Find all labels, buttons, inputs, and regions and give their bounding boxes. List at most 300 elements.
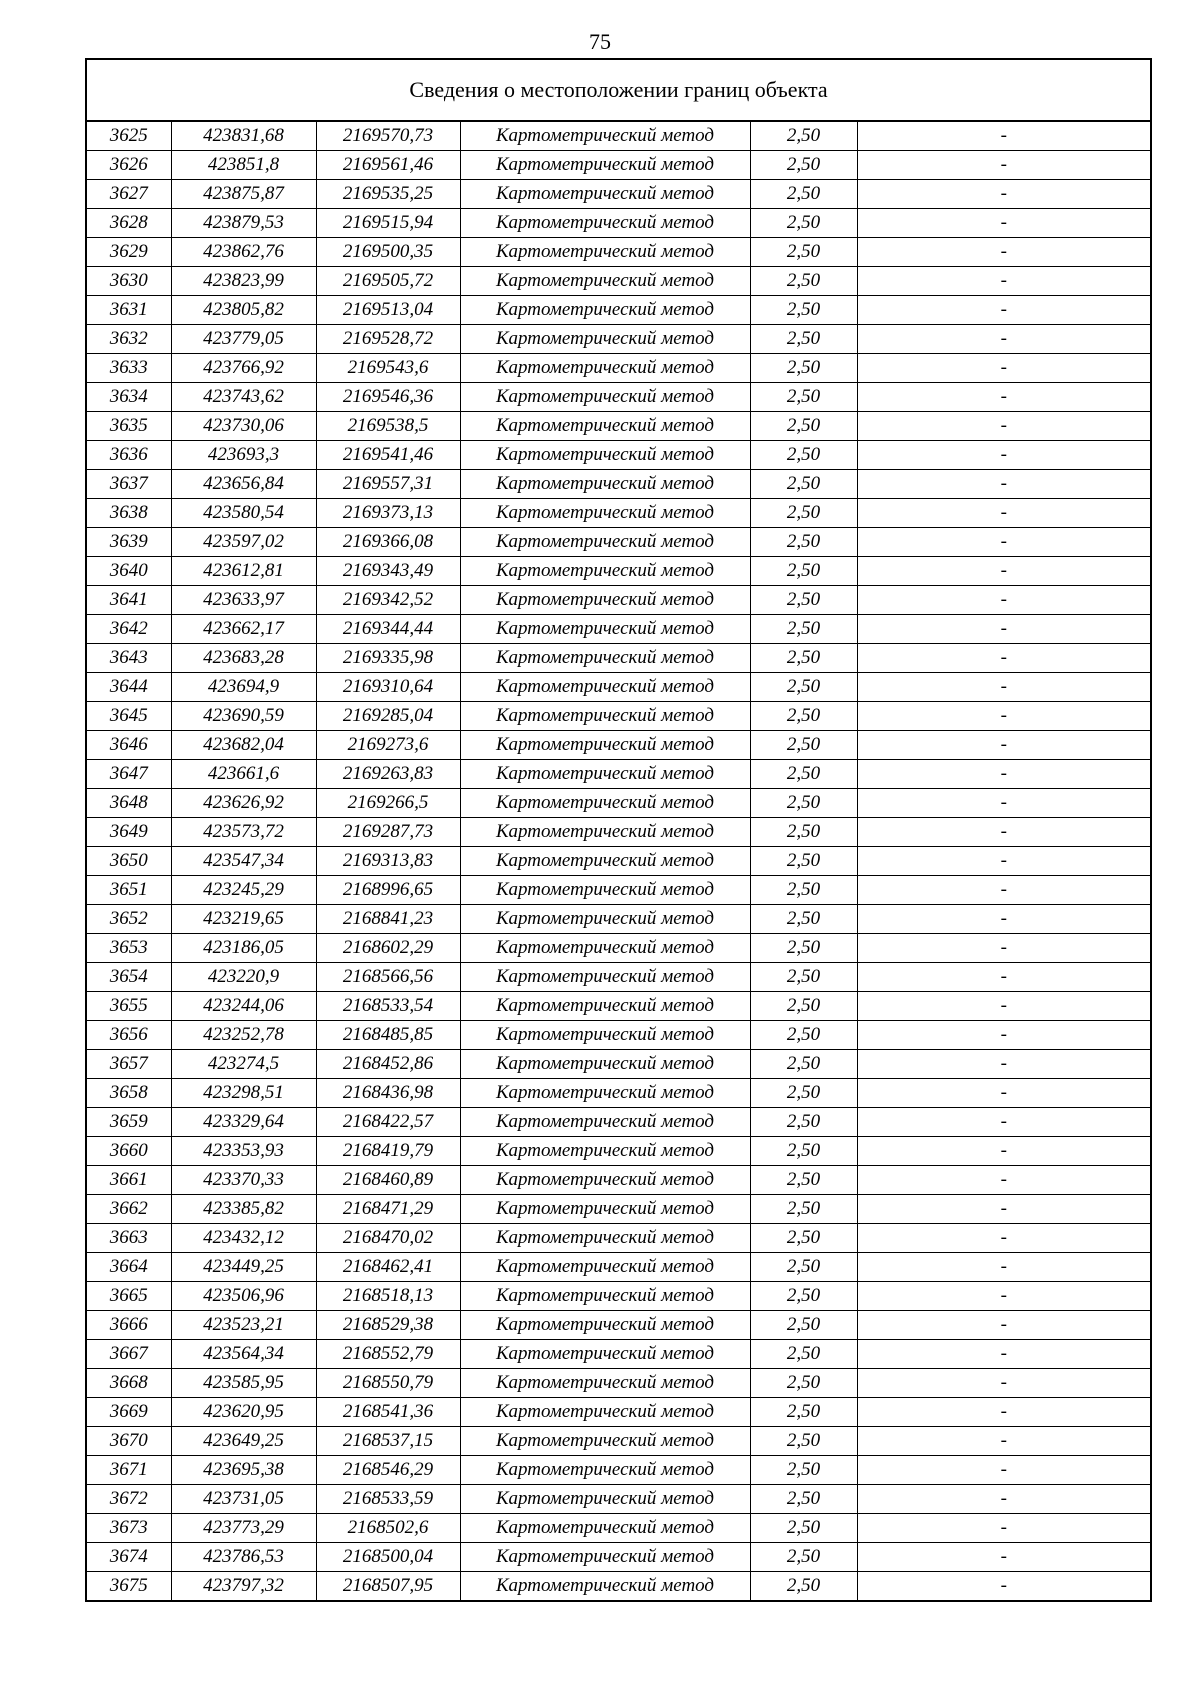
x-coordinate-cell: 423245,29 bbox=[171, 876, 316, 905]
precision-cell: 2,50 bbox=[750, 1021, 857, 1050]
point-number-cell: 3673 bbox=[86, 1514, 171, 1543]
x-coordinate-cell: 423730,06 bbox=[171, 412, 316, 441]
y-coordinate-cell: 2168552,79 bbox=[316, 1340, 460, 1369]
point-number-cell: 3665 bbox=[86, 1282, 171, 1311]
point-number-cell: 3659 bbox=[86, 1108, 171, 1137]
precision-cell: 2,50 bbox=[750, 1572, 857, 1602]
y-coordinate-cell: 2168996,65 bbox=[316, 876, 460, 905]
note-cell: - bbox=[857, 1195, 1151, 1224]
x-coordinate-cell: 423580,54 bbox=[171, 499, 316, 528]
method-cell: Картометрический метод bbox=[460, 1021, 750, 1050]
method-cell: Картометрический метод bbox=[460, 586, 750, 615]
method-cell: Картометрический метод bbox=[460, 1137, 750, 1166]
table-row bbox=[86, 354, 1151, 383]
table-row bbox=[86, 1166, 1151, 1195]
method-cell: Картометрический метод bbox=[460, 673, 750, 702]
x-coordinate-cell: 423370,33 bbox=[171, 1166, 316, 1195]
x-coordinate-cell: 423786,53 bbox=[171, 1543, 316, 1572]
point-number-cell: 3631 bbox=[86, 296, 171, 325]
precision-cell: 2,50 bbox=[750, 644, 857, 673]
method-cell: Картометрический метод bbox=[460, 412, 750, 441]
x-coordinate-cell: 423797,32 bbox=[171, 1572, 316, 1602]
point-number-cell: 3658 bbox=[86, 1079, 171, 1108]
point-number-cell: 3674 bbox=[86, 1543, 171, 1572]
y-coordinate-cell: 2168452,86 bbox=[316, 1050, 460, 1079]
point-number-cell: 3642 bbox=[86, 615, 171, 644]
method-cell: Картометрический метод bbox=[460, 731, 750, 760]
note-cell: - bbox=[857, 441, 1151, 470]
note-cell: - bbox=[857, 1427, 1151, 1456]
boundary-coordinates-table bbox=[85, 58, 1152, 1602]
method-cell: Картометрический метод bbox=[460, 383, 750, 412]
x-coordinate-cell: 423649,25 bbox=[171, 1427, 316, 1456]
method-cell: Картометрический метод bbox=[460, 818, 750, 847]
point-number-cell: 3653 bbox=[86, 934, 171, 963]
method-cell: Картометрический метод bbox=[460, 934, 750, 963]
table-row bbox=[86, 644, 1151, 673]
y-coordinate-cell: 2169561,46 bbox=[316, 151, 460, 180]
note-cell: - bbox=[857, 760, 1151, 789]
precision-cell: 2,50 bbox=[750, 209, 857, 238]
x-coordinate-cell: 423626,92 bbox=[171, 789, 316, 818]
method-cell: Картометрический метод bbox=[460, 354, 750, 383]
table-row bbox=[86, 151, 1151, 180]
note-cell: - bbox=[857, 1340, 1151, 1369]
precision-cell: 2,50 bbox=[750, 470, 857, 499]
point-number-cell: 3672 bbox=[86, 1485, 171, 1514]
method-cell: Картометрический метод bbox=[460, 296, 750, 325]
note-cell: - bbox=[857, 470, 1151, 499]
precision-cell: 2,50 bbox=[750, 121, 857, 151]
precision-cell: 2,50 bbox=[750, 1514, 857, 1543]
y-coordinate-cell: 2169285,04 bbox=[316, 702, 460, 731]
point-number-cell: 3651 bbox=[86, 876, 171, 905]
note-cell: - bbox=[857, 1398, 1151, 1427]
note-cell: - bbox=[857, 151, 1151, 180]
precision-cell: 2,50 bbox=[750, 847, 857, 876]
note-cell: - bbox=[857, 1224, 1151, 1253]
table-caption: Сведения о местоположении границ объекта bbox=[86, 59, 1151, 121]
point-number-cell: 3655 bbox=[86, 992, 171, 1021]
x-coordinate-cell: 423585,95 bbox=[171, 1369, 316, 1398]
table-row bbox=[86, 412, 1151, 441]
method-cell: Картометрический метод bbox=[460, 1282, 750, 1311]
point-number-cell: 3643 bbox=[86, 644, 171, 673]
y-coordinate-cell: 2168502,6 bbox=[316, 1514, 460, 1543]
point-number-cell: 3644 bbox=[86, 673, 171, 702]
point-number-cell: 3652 bbox=[86, 905, 171, 934]
note-cell: - bbox=[857, 557, 1151, 586]
x-coordinate-cell: 423662,17 bbox=[171, 615, 316, 644]
x-coordinate-cell: 423564,34 bbox=[171, 1340, 316, 1369]
precision-cell: 2,50 bbox=[750, 383, 857, 412]
y-coordinate-cell: 2168460,89 bbox=[316, 1166, 460, 1195]
precision-cell: 2,50 bbox=[750, 325, 857, 354]
note-cell: - bbox=[857, 1485, 1151, 1514]
point-number-cell: 3647 bbox=[86, 760, 171, 789]
table-row bbox=[86, 1137, 1151, 1166]
method-cell: Картометрический метод bbox=[460, 1311, 750, 1340]
point-number-cell: 3666 bbox=[86, 1311, 171, 1340]
method-cell: Картометрический метод bbox=[460, 557, 750, 586]
page-number: 75 bbox=[589, 29, 611, 54]
x-coordinate-cell: 423682,04 bbox=[171, 731, 316, 760]
x-coordinate-cell: 423274,5 bbox=[171, 1050, 316, 1079]
y-coordinate-cell: 2168470,02 bbox=[316, 1224, 460, 1253]
note-cell: - bbox=[857, 586, 1151, 615]
method-cell: Картометрический метод bbox=[460, 992, 750, 1021]
precision-cell: 2,50 bbox=[750, 731, 857, 760]
y-coordinate-cell: 2168533,54 bbox=[316, 992, 460, 1021]
point-number-cell: 3636 bbox=[86, 441, 171, 470]
method-cell: Картометрический метод bbox=[460, 1224, 750, 1253]
y-coordinate-cell: 2169310,64 bbox=[316, 673, 460, 702]
precision-cell: 2,50 bbox=[750, 296, 857, 325]
x-coordinate-cell: 423523,21 bbox=[171, 1311, 316, 1340]
note-cell: - bbox=[857, 847, 1151, 876]
note-cell: - bbox=[857, 1108, 1151, 1137]
x-coordinate-cell: 423851,8 bbox=[171, 151, 316, 180]
note-cell: - bbox=[857, 1572, 1151, 1602]
point-number-cell: 3670 bbox=[86, 1427, 171, 1456]
table-row bbox=[86, 992, 1151, 1021]
x-coordinate-cell: 423385,82 bbox=[171, 1195, 316, 1224]
method-cell: Картометрический метод bbox=[460, 1340, 750, 1369]
precision-cell: 2,50 bbox=[750, 412, 857, 441]
point-number-cell: 3628 bbox=[86, 209, 171, 238]
y-coordinate-cell: 2168566,56 bbox=[316, 963, 460, 992]
note-cell: - bbox=[857, 1050, 1151, 1079]
y-coordinate-cell: 2169505,72 bbox=[316, 267, 460, 296]
method-cell: Картометрический метод bbox=[460, 1514, 750, 1543]
method-cell: Картометрический метод bbox=[460, 499, 750, 528]
point-number-cell: 3669 bbox=[86, 1398, 171, 1427]
table-row bbox=[86, 1485, 1151, 1514]
x-coordinate-cell: 423432,12 bbox=[171, 1224, 316, 1253]
note-cell: - bbox=[857, 209, 1151, 238]
x-coordinate-cell: 423823,99 bbox=[171, 267, 316, 296]
y-coordinate-cell: 2168419,79 bbox=[316, 1137, 460, 1166]
method-cell: Картометрический метод bbox=[460, 1253, 750, 1282]
table-row bbox=[86, 1050, 1151, 1079]
point-number-cell: 3629 bbox=[86, 238, 171, 267]
point-number-cell: 3646 bbox=[86, 731, 171, 760]
x-coordinate-cell: 423875,87 bbox=[171, 180, 316, 209]
table-row bbox=[86, 499, 1151, 528]
table-row bbox=[86, 1282, 1151, 1311]
precision-cell: 2,50 bbox=[750, 673, 857, 702]
y-coordinate-cell: 2169515,94 bbox=[316, 209, 460, 238]
point-number-cell: 3645 bbox=[86, 702, 171, 731]
method-cell: Картометрический метод bbox=[460, 760, 750, 789]
note-cell: - bbox=[857, 354, 1151, 383]
y-coordinate-cell: 2168841,23 bbox=[316, 905, 460, 934]
y-coordinate-cell: 2168550,79 bbox=[316, 1369, 460, 1398]
precision-cell: 2,50 bbox=[750, 1108, 857, 1137]
point-number-cell: 3627 bbox=[86, 180, 171, 209]
note-cell: - bbox=[857, 934, 1151, 963]
precision-cell: 2,50 bbox=[750, 151, 857, 180]
method-cell: Картометрический метод bbox=[460, 789, 750, 818]
table-row bbox=[86, 1572, 1151, 1602]
note-cell: - bbox=[857, 731, 1151, 760]
y-coordinate-cell: 2168546,29 bbox=[316, 1456, 460, 1485]
x-coordinate-cell: 423506,96 bbox=[171, 1282, 316, 1311]
point-number-cell: 3630 bbox=[86, 267, 171, 296]
table-row bbox=[86, 963, 1151, 992]
method-cell: Картометрический метод bbox=[460, 847, 750, 876]
method-cell: Картометрический метод bbox=[460, 1108, 750, 1137]
point-number-cell: 3632 bbox=[86, 325, 171, 354]
method-cell: Картометрический метод bbox=[460, 267, 750, 296]
note-cell: - bbox=[857, 296, 1151, 325]
y-coordinate-cell: 2169500,35 bbox=[316, 238, 460, 267]
x-coordinate-cell: 423766,92 bbox=[171, 354, 316, 383]
method-cell: Картометрический метод bbox=[460, 1572, 750, 1602]
table-row bbox=[86, 1079, 1151, 1108]
precision-cell: 2,50 bbox=[750, 1456, 857, 1485]
x-coordinate-cell: 423620,95 bbox=[171, 1398, 316, 1427]
method-cell: Картометрический метод bbox=[460, 644, 750, 673]
precision-cell: 2,50 bbox=[750, 1427, 857, 1456]
x-coordinate-cell: 423186,05 bbox=[171, 934, 316, 963]
table-row bbox=[86, 1021, 1151, 1050]
table-row bbox=[86, 1340, 1151, 1369]
y-coordinate-cell: 2169263,83 bbox=[316, 760, 460, 789]
note-cell: - bbox=[857, 702, 1151, 731]
method-cell: Картометрический метод bbox=[460, 1166, 750, 1195]
y-coordinate-cell: 2168537,15 bbox=[316, 1427, 460, 1456]
table-row bbox=[86, 731, 1151, 760]
y-coordinate-cell: 2169513,04 bbox=[316, 296, 460, 325]
table-row bbox=[86, 528, 1151, 557]
x-coordinate-cell: 423298,51 bbox=[171, 1079, 316, 1108]
point-number-cell: 3649 bbox=[86, 818, 171, 847]
method-cell: Картометрический метод bbox=[460, 180, 750, 209]
precision-cell: 2,50 bbox=[750, 1311, 857, 1340]
y-coordinate-cell: 2168436,98 bbox=[316, 1079, 460, 1108]
x-coordinate-cell: 423219,65 bbox=[171, 905, 316, 934]
point-number-cell: 3641 bbox=[86, 586, 171, 615]
precision-cell: 2,50 bbox=[750, 528, 857, 557]
table-row bbox=[86, 1543, 1151, 1572]
x-coordinate-cell: 423656,84 bbox=[171, 470, 316, 499]
table-row bbox=[86, 818, 1151, 847]
precision-cell: 2,50 bbox=[750, 1485, 857, 1514]
precision-cell: 2,50 bbox=[750, 934, 857, 963]
x-coordinate-cell: 423831,68 bbox=[171, 121, 316, 151]
point-number-cell: 3639 bbox=[86, 528, 171, 557]
x-coordinate-cell: 423244,06 bbox=[171, 992, 316, 1021]
method-cell: Картометрический метод bbox=[460, 470, 750, 499]
point-number-cell: 3660 bbox=[86, 1137, 171, 1166]
method-cell: Картометрический метод bbox=[460, 1456, 750, 1485]
table-row bbox=[86, 876, 1151, 905]
y-coordinate-cell: 2169343,49 bbox=[316, 557, 460, 586]
point-number-cell: 3671 bbox=[86, 1456, 171, 1485]
precision-cell: 2,50 bbox=[750, 1166, 857, 1195]
y-coordinate-cell: 2169287,73 bbox=[316, 818, 460, 847]
table-row bbox=[86, 325, 1151, 354]
method-cell: Картометрический метод bbox=[460, 1543, 750, 1572]
table-row bbox=[86, 1398, 1151, 1427]
note-cell: - bbox=[857, 238, 1151, 267]
point-number-cell: 3648 bbox=[86, 789, 171, 818]
note-cell: - bbox=[857, 673, 1151, 702]
precision-cell: 2,50 bbox=[750, 818, 857, 847]
note-cell: - bbox=[857, 325, 1151, 354]
table-row bbox=[86, 847, 1151, 876]
x-coordinate-cell: 423773,29 bbox=[171, 1514, 316, 1543]
precision-cell: 2,50 bbox=[750, 760, 857, 789]
x-coordinate-cell: 423329,64 bbox=[171, 1108, 316, 1137]
table-row bbox=[86, 121, 1151, 151]
point-number-cell: 3638 bbox=[86, 499, 171, 528]
table-row bbox=[86, 267, 1151, 296]
precision-cell: 2,50 bbox=[750, 1253, 857, 1282]
precision-cell: 2,50 bbox=[750, 1543, 857, 1572]
table-row bbox=[86, 934, 1151, 963]
precision-cell: 2,50 bbox=[750, 1195, 857, 1224]
table-row bbox=[86, 383, 1151, 412]
method-cell: Картометрический метод bbox=[460, 1427, 750, 1456]
table-row bbox=[86, 615, 1151, 644]
note-cell: - bbox=[857, 1166, 1151, 1195]
x-coordinate-cell: 423220,9 bbox=[171, 963, 316, 992]
note-cell: - bbox=[857, 1369, 1151, 1398]
y-coordinate-cell: 2168529,38 bbox=[316, 1311, 460, 1340]
point-number-cell: 3662 bbox=[86, 1195, 171, 1224]
point-number-cell: 3661 bbox=[86, 1166, 171, 1195]
x-coordinate-cell: 423612,81 bbox=[171, 557, 316, 586]
precision-cell: 2,50 bbox=[750, 1137, 857, 1166]
precision-cell: 2,50 bbox=[750, 267, 857, 296]
y-coordinate-cell: 2169366,08 bbox=[316, 528, 460, 557]
note-cell: - bbox=[857, 1282, 1151, 1311]
method-cell: Картометрический метод bbox=[460, 876, 750, 905]
table-row bbox=[86, 1195, 1151, 1224]
note-cell: - bbox=[857, 992, 1151, 1021]
point-number-cell: 3625 bbox=[86, 121, 171, 151]
note-cell: - bbox=[857, 1514, 1151, 1543]
method-cell: Картометрический метод bbox=[460, 238, 750, 267]
y-coordinate-cell: 2169373,13 bbox=[316, 499, 460, 528]
precision-cell: 2,50 bbox=[750, 1224, 857, 1253]
x-coordinate-cell: 423683,28 bbox=[171, 644, 316, 673]
precision-cell: 2,50 bbox=[750, 238, 857, 267]
y-coordinate-cell: 2168462,41 bbox=[316, 1253, 460, 1282]
precision-cell: 2,50 bbox=[750, 557, 857, 586]
x-coordinate-cell: 423694,9 bbox=[171, 673, 316, 702]
method-cell: Картометрический метод bbox=[460, 151, 750, 180]
table-row bbox=[86, 1456, 1151, 1485]
y-coordinate-cell: 2168518,13 bbox=[316, 1282, 460, 1311]
precision-cell: 2,50 bbox=[750, 905, 857, 934]
note-cell: - bbox=[857, 644, 1151, 673]
precision-cell: 2,50 bbox=[750, 180, 857, 209]
point-number-cell: 3626 bbox=[86, 151, 171, 180]
y-coordinate-cell: 2168541,36 bbox=[316, 1398, 460, 1427]
y-coordinate-cell: 2169557,31 bbox=[316, 470, 460, 499]
x-coordinate-cell: 423779,05 bbox=[171, 325, 316, 354]
method-cell: Картометрический метод bbox=[460, 1195, 750, 1224]
table-row bbox=[86, 1514, 1151, 1543]
method-cell: Картометрический метод bbox=[460, 1079, 750, 1108]
precision-cell: 2,50 bbox=[750, 789, 857, 818]
note-cell: - bbox=[857, 963, 1151, 992]
precision-cell: 2,50 bbox=[750, 354, 857, 383]
y-coordinate-cell: 2169535,25 bbox=[316, 180, 460, 209]
point-number-cell: 3667 bbox=[86, 1340, 171, 1369]
precision-cell: 2,50 bbox=[750, 1050, 857, 1079]
table-row bbox=[86, 180, 1151, 209]
precision-cell: 2,50 bbox=[750, 876, 857, 905]
x-coordinate-cell: 423353,93 bbox=[171, 1137, 316, 1166]
table-row bbox=[86, 1108, 1151, 1137]
table-row bbox=[86, 586, 1151, 615]
method-cell: Картометрический метод bbox=[460, 615, 750, 644]
table-row bbox=[86, 1311, 1151, 1340]
method-cell: Картометрический метод bbox=[460, 441, 750, 470]
x-coordinate-cell: 423252,78 bbox=[171, 1021, 316, 1050]
point-number-cell: 3635 bbox=[86, 412, 171, 441]
precision-cell: 2,50 bbox=[750, 963, 857, 992]
note-cell: - bbox=[857, 818, 1151, 847]
x-coordinate-cell: 423693,3 bbox=[171, 441, 316, 470]
table-row bbox=[86, 760, 1151, 789]
table-row bbox=[86, 441, 1151, 470]
point-number-cell: 3668 bbox=[86, 1369, 171, 1398]
x-coordinate-cell: 423633,97 bbox=[171, 586, 316, 615]
y-coordinate-cell: 2169528,72 bbox=[316, 325, 460, 354]
note-cell: - bbox=[857, 1137, 1151, 1166]
point-number-cell: 3663 bbox=[86, 1224, 171, 1253]
note-cell: - bbox=[857, 121, 1151, 151]
note-cell: - bbox=[857, 499, 1151, 528]
method-cell: Картометрический метод bbox=[460, 209, 750, 238]
table-row bbox=[86, 296, 1151, 325]
point-number-cell: 3654 bbox=[86, 963, 171, 992]
y-coordinate-cell: 2169541,46 bbox=[316, 441, 460, 470]
precision-cell: 2,50 bbox=[750, 1369, 857, 1398]
point-number-cell: 3657 bbox=[86, 1050, 171, 1079]
method-cell: Картометрический метод bbox=[460, 905, 750, 934]
precision-cell: 2,50 bbox=[750, 702, 857, 731]
note-cell: - bbox=[857, 1021, 1151, 1050]
x-coordinate-cell: 423547,34 bbox=[171, 847, 316, 876]
point-number-cell: 3634 bbox=[86, 383, 171, 412]
y-coordinate-cell: 2169313,83 bbox=[316, 847, 460, 876]
table-header-row bbox=[86, 59, 1151, 121]
method-cell: Картометрический метод bbox=[460, 1398, 750, 1427]
x-coordinate-cell: 423879,53 bbox=[171, 209, 316, 238]
note-cell: - bbox=[857, 383, 1151, 412]
note-cell: - bbox=[857, 1253, 1151, 1282]
precision-cell: 2,50 bbox=[750, 992, 857, 1021]
precision-cell: 2,50 bbox=[750, 1079, 857, 1108]
y-coordinate-cell: 2169543,6 bbox=[316, 354, 460, 383]
method-cell: Картометрический метод bbox=[460, 325, 750, 354]
precision-cell: 2,50 bbox=[750, 1340, 857, 1369]
x-coordinate-cell: 423805,82 bbox=[171, 296, 316, 325]
table-body bbox=[86, 121, 1151, 1601]
note-cell: - bbox=[857, 180, 1151, 209]
note-cell: - bbox=[857, 1311, 1151, 1340]
note-cell: - bbox=[857, 905, 1151, 934]
method-cell: Картометрический метод bbox=[460, 963, 750, 992]
table-row bbox=[86, 702, 1151, 731]
note-cell: - bbox=[857, 1079, 1151, 1108]
